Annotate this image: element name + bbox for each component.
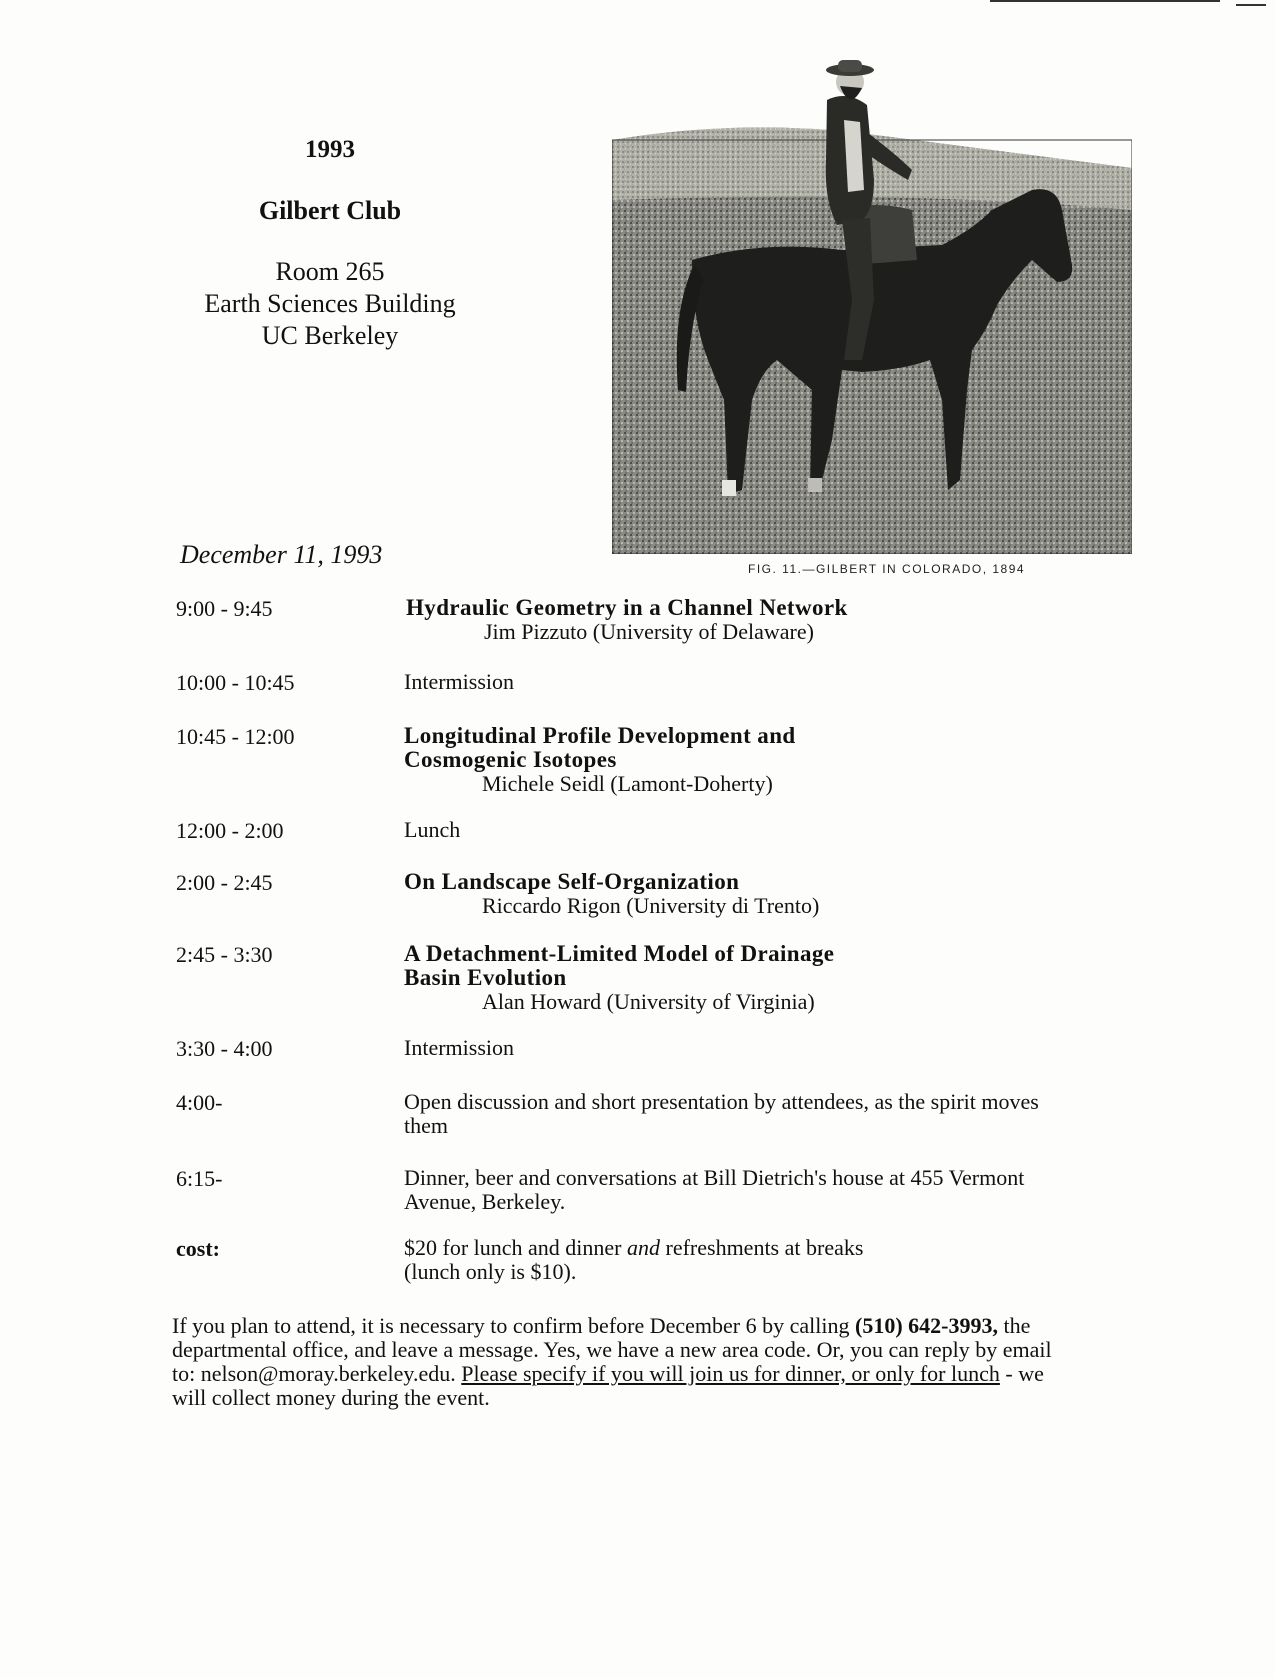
- cost-label: cost:: [176, 1236, 220, 1261]
- talk-title: Longitudinal Profile Development and: [404, 723, 796, 748]
- header-location: [160, 256, 500, 352]
- talk-title: Hydraulic Geometry in a Channel Network: [406, 595, 848, 620]
- schedule-item: Lunch: [404, 817, 461, 842]
- schedule-time: 4:00-: [176, 1090, 223, 1115]
- location-campus: UC Berkeley: [261, 321, 399, 350]
- talk-title: A Detachment-Limited Model of Drainage: [404, 941, 835, 966]
- schedule-detail: [404, 870, 1064, 918]
- schedule-item: Intermission: [404, 1035, 514, 1060]
- cost-text-emphasis: and: [627, 1235, 660, 1260]
- note-text-3: - we will collect money during the event.: [172, 1361, 1044, 1410]
- schedule-time: 6:15-: [176, 1166, 223, 1191]
- note-underlined: Please specify if you will join us for dinner, or only for lunch: [461, 1361, 1000, 1386]
- cost-text-a: $20 for lunch and dinner: [404, 1235, 627, 1260]
- scan-mark-line: [990, 0, 1220, 2]
- cost-text-b: refreshments at breaks: [660, 1235, 864, 1260]
- schedule-time: 10:00 - 10:45: [176, 670, 295, 695]
- note-phone: (510) 642-3993,: [855, 1313, 998, 1338]
- schedule-time: 10:45 - 12:00: [176, 724, 295, 749]
- schedule-time: 3:30 - 4:00: [176, 1036, 273, 1061]
- talk-speaker: Michele Seidl (Lamont-Doherty): [482, 771, 773, 796]
- talk-speaker: Jim Pizzuto (University of Delaware): [484, 619, 814, 644]
- schedule-item: Intermission: [404, 669, 514, 694]
- rsvp-note: [172, 1314, 1072, 1410]
- photo-gilbert-on-horse: [612, 60, 1132, 554]
- cost-text-c: (lunch only is $10).: [404, 1259, 577, 1284]
- talk-title-line2: Basin Evolution: [404, 965, 567, 990]
- talk-speaker: Riccardo Rigon (University di Trento): [482, 893, 820, 918]
- cost-detail: [404, 1236, 1064, 1284]
- schedule-time: 2:00 - 2:45: [176, 870, 273, 895]
- schedule-item: Dinner, beer and conversations at Bill Dietrich's house at 455 Vermont Avenue, Berkeley.: [404, 1165, 1025, 1214]
- note-text-2: the departmental office, and leave a message. Yes, we have a new area code. Or, you can reply by email to: nelson@moray.berkeley.edu.: [172, 1313, 1052, 1386]
- talk-speaker: Alan Howard (University of Virginia): [482, 989, 815, 1014]
- talk-title-line2: Cosmogenic Isotopes: [404, 747, 617, 772]
- schedule-detail: [404, 942, 1064, 1014]
- event-date: December 11, 1993: [180, 540, 383, 569]
- schedule-detail: [406, 596, 1066, 644]
- header-year: 1993: [305, 136, 355, 163]
- location-building: Earth Sciences Building: [204, 289, 456, 318]
- schedule-time: 2:45 - 3:30: [176, 942, 273, 967]
- schedule-time: 9:00 - 9:45: [176, 596, 273, 621]
- schedule-detail: [404, 724, 1064, 796]
- photo-caption: FIG. 11.—GILBERT IN COLORADO, 1894: [748, 562, 1026, 576]
- location-room: Room 265: [275, 257, 385, 286]
- note-text-1: If you plan to attend, it is necessary to confirm before December 6 by calling: [172, 1313, 855, 1338]
- scan-mark-line: [1236, 4, 1266, 6]
- schedule-time: 12:00 - 2:00: [176, 818, 284, 843]
- header-club-name: Gilbert Club: [258, 196, 402, 225]
- schedule-item: Open discussion and short presentation by attendees, as the spirit moves them: [404, 1089, 1039, 1138]
- talk-title: On Landscape Self-Organization: [404, 869, 740, 894]
